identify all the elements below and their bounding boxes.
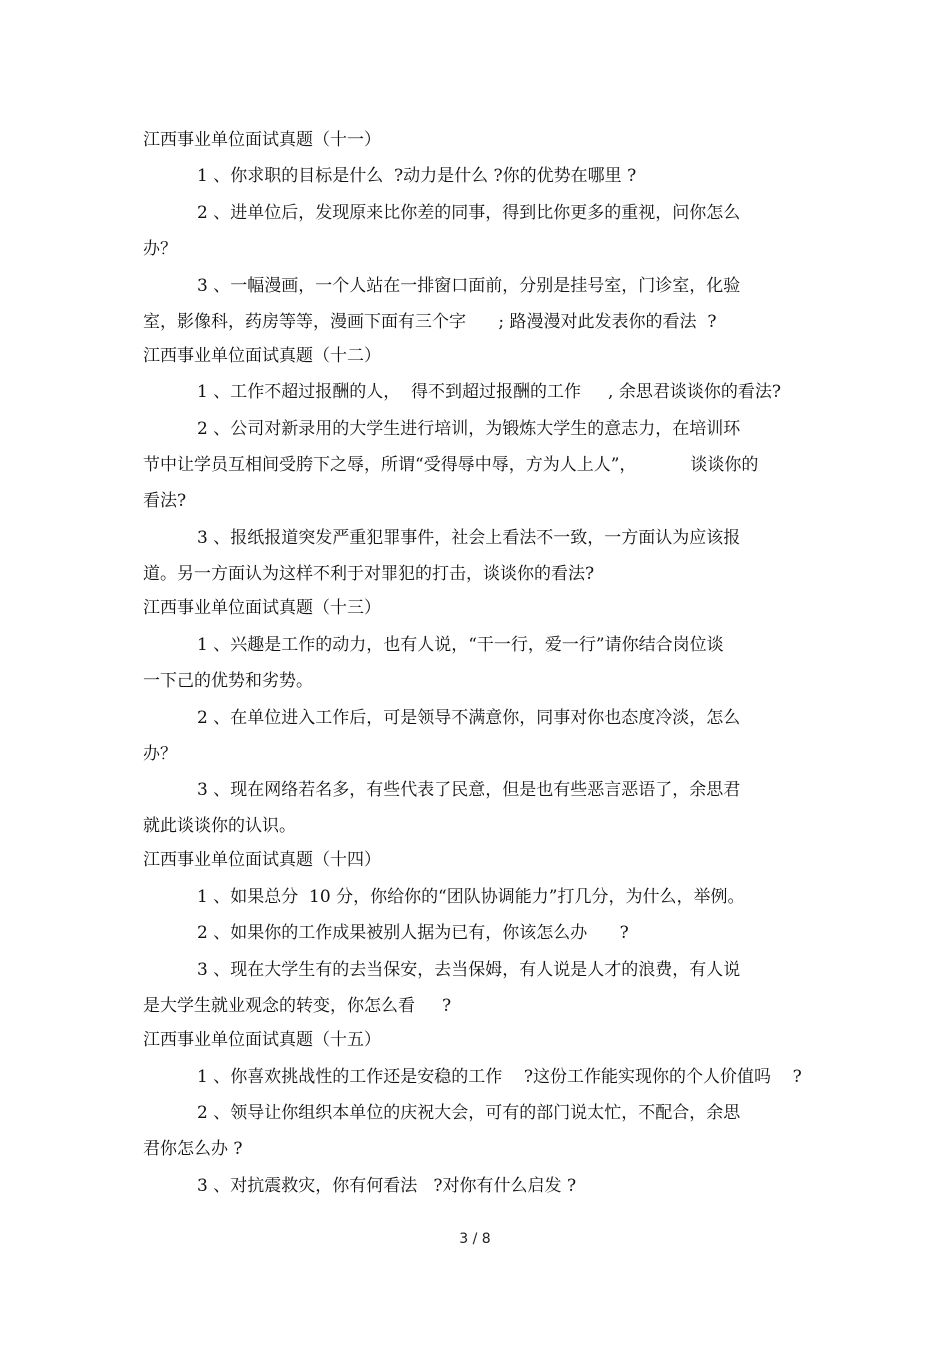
question-line-continued: 一下己的优势和劣势。 xyxy=(143,671,313,691)
question-line: 2 、进单位后，发现原来比你差的同事，得到比你更多的重视，问你怎么 xyxy=(197,203,741,223)
question-line: 3 、报纸报道突发严重犯罪事件，社会上看法不一致，一方面认为应该报 xyxy=(197,528,741,548)
question-line: 1 、你喜欢挑战性的工作还是安稳的工作 ?这份工作能实现你的个人价值吗 ? xyxy=(197,1067,802,1087)
question-line-continued: 君你怎么办 ? xyxy=(143,1139,243,1159)
question-line-continued: 道。另一方面认为这样不利于对罪犯的打击，谈谈你的看法? xyxy=(143,564,595,584)
section-heading: 江西事业单位面试真题（十五） xyxy=(143,1030,381,1050)
question-line: 2 、在单位进入工作后，可是领导不满意你，同事对你也态度冷淡，怎么 xyxy=(197,708,741,728)
question-line: 1 、兴趣是工作的动力，也有人说，“干一行，爱一行”请你结合岗位谈 xyxy=(197,635,724,655)
question-line: 2 、如果你的工作成果被别人据为已有，你该怎么办 ? xyxy=(197,923,629,943)
question-line: 2 、公司对新录用的大学生进行培训，为锻炼大学生的意志力，在培训环 xyxy=(197,419,741,439)
question-line-continued: 节中让学员互相间受胯下之辱，所谓“受得辱中辱，方为人上人”， 谈谈你的 xyxy=(143,455,759,475)
question-line: 1 、如果总分 10 分，你给你的“团队协调能力”打几分，为什么，举例。 xyxy=(197,887,745,907)
page-number: 3 / 8 xyxy=(459,1231,491,1247)
question-line: 3 、对抗震救灾，你有何看法 ?对你有什么启发 ? xyxy=(197,1176,577,1196)
question-line-continued: 办？ xyxy=(143,744,177,764)
question-line-continued: 室，影像科，药房等等，漫画下面有三个字 ; 路漫漫对此发表你的看法 ? xyxy=(143,312,717,332)
question-line: 3 、现在网络若名多，有些代表了民意，但是也有些恶言恶语了，余思君 xyxy=(197,780,741,800)
question-line: 1 、工作不超过报酬的人， 得不到超过报酬的工作 , 余思君谈谈你的看法? xyxy=(197,382,781,402)
question-line: 3 、现在大学生有的去当保安，去当保姆，有人说是人才的浪费，有人说 xyxy=(197,960,741,980)
section-heading: 江西事业单位面试真题（十四） xyxy=(143,850,381,870)
question-line-continued: 是大学生就业观念的转变，你怎么看 ? xyxy=(143,996,452,1016)
question-line: 2 、领导让你组织本单位的庆祝大会，可有的部门说太忙，不配合，余思 xyxy=(197,1103,741,1123)
question-line: 1 、你求职的目标是什么 ?动力是什么 ?你的优势在哪里 ? xyxy=(197,166,637,186)
question-line-continued: 看法? xyxy=(143,491,187,511)
question-line: 3 、一幅漫画，一个人站在一排窗口面前，分别是挂号室，门诊室，化验 xyxy=(197,276,741,296)
section-heading: 江西事业单位面试真题（十三） xyxy=(143,598,381,618)
section-heading: 江西事业单位面试真题（十一） xyxy=(143,130,381,150)
question-line-continued: 就此谈谈你的认识。 xyxy=(143,816,296,836)
question-line-continued: 办？ xyxy=(143,239,177,259)
section-heading: 江西事业单位面试真题（十二） xyxy=(143,346,381,366)
